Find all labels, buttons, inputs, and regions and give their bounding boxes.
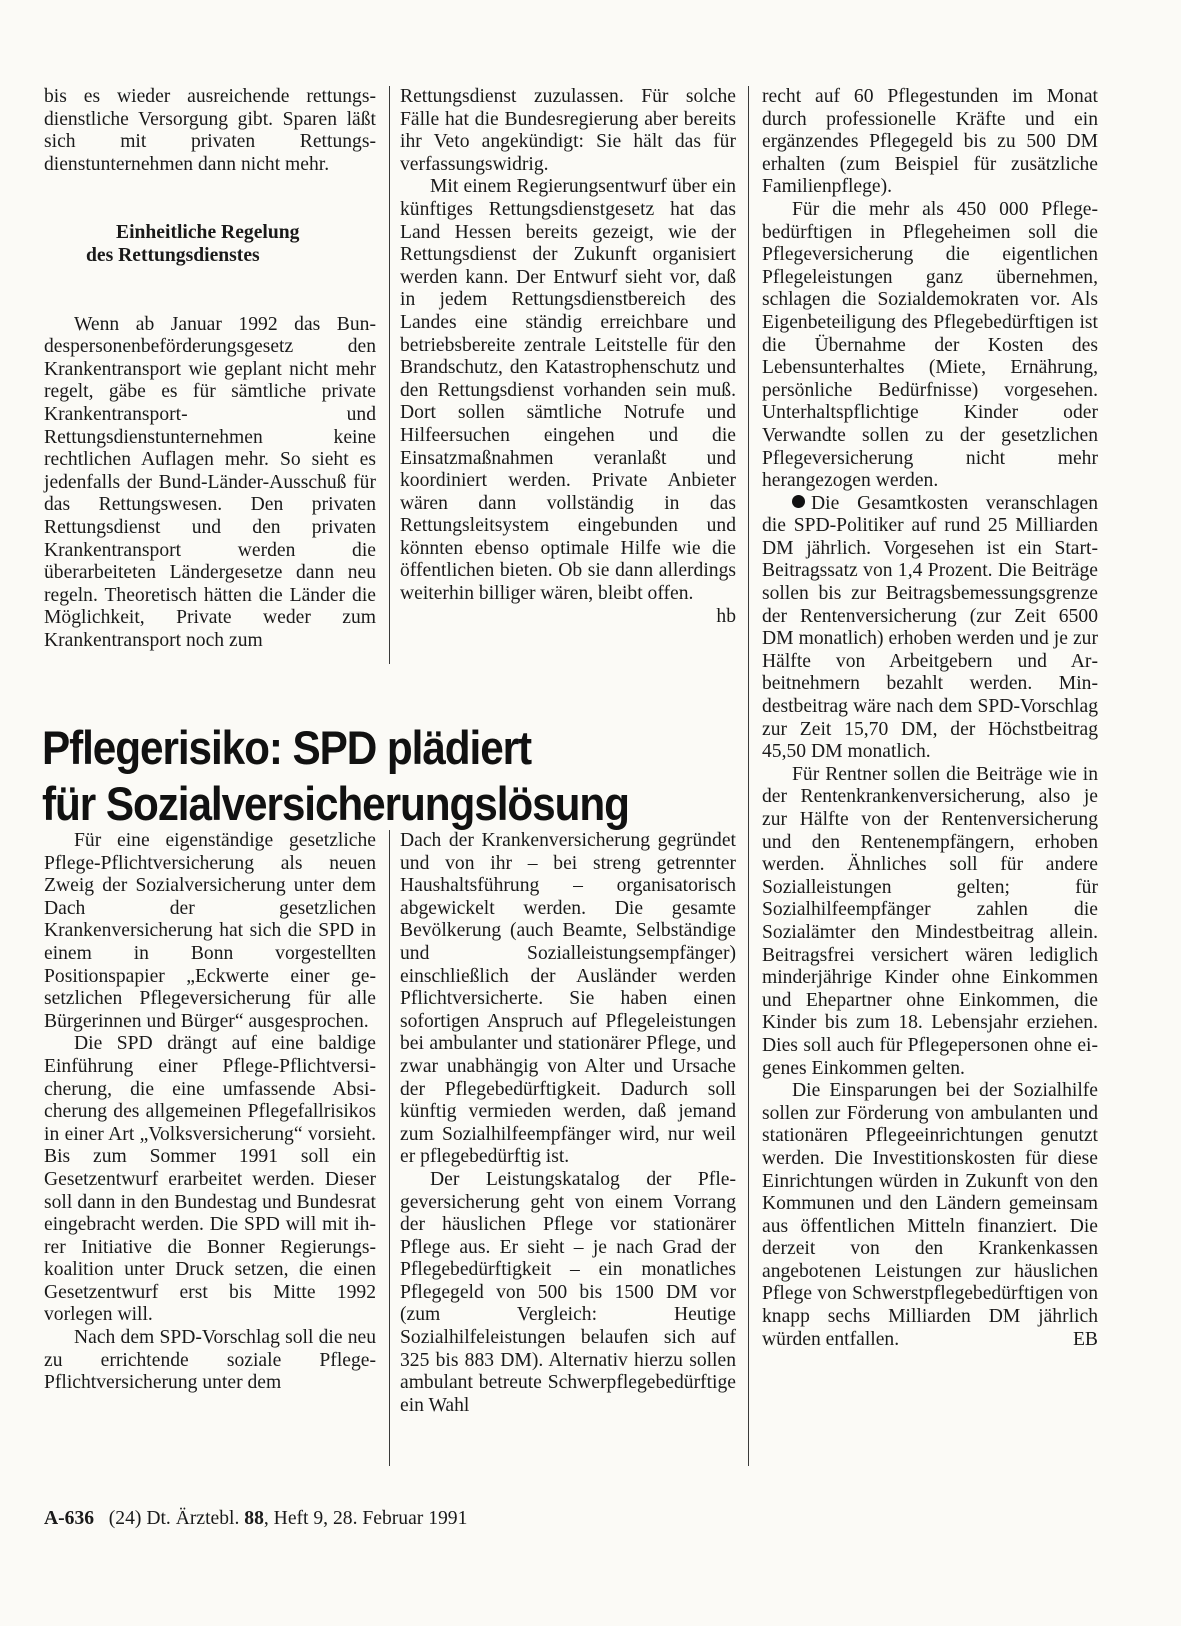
author-signature: hb xyxy=(716,605,736,627)
column-rule xyxy=(748,86,749,1466)
paragraph: Für Rentner sollen die Beiträge wie in der Rentenkrankenversicherung, also je zur Hälfte von der Rentenversicherung und den Rentenempfängern, erhoben werden. Ähnliches soll für andere Sozialleistungen gelten; für Sozialhilfeempfänger zahlen die Sozialämter den Mindestbeitrag allein. Beitragsfrei versichert wären lediglich minderjährige Kinder ohne Einkommen und Ehepartner ohne Einkommen, die Kinder bis zum 18. Lebensjahr erziehen. Dies soll auch für Pflegepersonen ohne eigenes Einkommen gelten. xyxy=(762,763,1098,1079)
paragraph: Rettungsdienst zuzulassen. Für solche Fälle hat die Bundesregierung aber bereits ihr Veto angekündigt: Sie hält das für verfassungswidrig. xyxy=(400,86,736,175)
page-footer xyxy=(44,1508,467,1530)
headline-line-2: für Sozialversicherungslösung xyxy=(42,777,629,830)
right-column xyxy=(762,86,1098,1351)
column-rule xyxy=(389,830,390,1466)
paragraph xyxy=(762,493,1098,764)
subheading xyxy=(44,222,376,267)
upper-column-1 xyxy=(44,86,376,652)
paragraph xyxy=(400,176,736,627)
paragraph: Dach der Krankenversicherung gegründet und von ihr – bei streng getrennter Haushaltsführung – organisatorisch abgewickelt werden. Die gesamte Bevölkerung (auch Beamte, Selbständige und Sozialleistungsempfänger) einschließlich der Ausländer werden Pflichtversicherte. Sie haben einen sofortigen Anspruch auf Pflegeleistungen bei ambulanter und stationärer Pflege, und zwar unabhängig von Alter und Ursache der Pflegebedürftigkeit. Dadurch soll künftig vermieden werden, daß jemand zum Sozialhilfeempfänger wird, nur weil er pflegebedürftig ist. xyxy=(400,830,736,1168)
paragraph: Für die mehr als 450 000 Pflegebedürftigen in Pflegeheimen soll die Pflegeversicherung die eigentlichen Pflegeleistungen ganz übernehmen, schlagen die Sozialdemokraten vor. Als Eigenbeteiligung des Pflegebedürftigen ist die Übernahme der Kosten des Lebensunterhaltes (Miete, Ernährung, persönliche Bedürfnisse) vorgesehen. Unterhaltspflichtige Kinder oder Verwandte sollen zu der gesetzlichen Pflegeversicherung nicht mehr herangezogen werden. xyxy=(762,198,1098,492)
paragraph-text: Mit einem Regierungsentwurf über ein künftiges Rettungsdienstgesetz hat das Land Hessen bereits gezeigt, wie der Rettungsdienst der Zukunft organisiert werden kann. Der Entwurf sieht vor, daß in jedem Rettungsdienstbereich des Landes eine ständig erreichbare und betriebsbereite zentrale Leitstelle für den Brandschutz, den Katastrophenschutz und den Rettungsdienst vorhanden sein muß. Dort sollen sämtliche Notrufe und Hilfeersuchen eingehen und die Einsatzmaßnahmen veranlaßt und koordiniert werden. Private Anbieter wären dann vollständig in das Rettungsleitsystem eingebunden und könnten ebenso optimale Hilfe wie die öffentlichen bieten. Ob sie dann allerdings weiterhin billiger wären, bleibt offen. xyxy=(400,176,736,605)
paragraph-text: Die Gesamtkosten veranschlagen die SPD-Politiker auf rund 25 Milliarden DM jährlich. Vorgesehen ist ein Start-Beitragssatz von 1,4 Prozent. Die Beiträge sollen bis zur Beitragsbemessungsgrenze der Rentenversicherung (zur Zeit 6500 DM monatlich) erhoben werden und je zur Hälfte von Arbeitgebern und Arbeitnehmern bezahlt werden. Mindestbeitrag wäre nach dem SPD-Vorschlag zur Zeit 15,70 DM, der Höchstbeitrag 45,50 DM monatlich. xyxy=(762,492,1098,763)
subheading-line-2: des Rettungsdienstes xyxy=(86,244,260,266)
issue-suffix: , Heft 9, 28. Februar 1991 xyxy=(263,1508,468,1529)
paragraph: Der Leistungskatalog der Pflegeversicherung geht von einem Vorrang der häuslichen Pflege vor stationärer Pflege aus. Er sieht – je nach Grad der Pflegebedürftigkeit – ein monatliches Pflegegeld von 500 bis 1500 DM vor (zum Vergleich: Heutige Sozialhilfeleistungen belaufen sich auf 325 bis 883 DM). Alternativ hierzu sollen ambulant betreute Schwerpflegebedürftige ein Wahl xyxy=(400,1168,736,1416)
issue-prefix: (24) Dt. Ärztebl. xyxy=(108,1508,240,1529)
column-rule xyxy=(389,86,390,664)
headline-line-1: Pflegerisiko: SPD plädiert xyxy=(42,721,532,774)
page-number: A-636 xyxy=(44,1508,95,1529)
bullet-icon xyxy=(792,495,805,508)
upper-column-2 xyxy=(400,86,736,628)
lower-column-2 xyxy=(400,830,736,1417)
article-headline xyxy=(42,720,690,832)
paragraph: Die SPD drängt auf eine baldige Einführung einer Pflege-Pflichtversicherung, die eine umfassende Absicherung des allgemeinen Pflegefallrisikos in einer Art „Volksversicherung“ vorsieht. Bis zum Sommer 1991 soll ein Gesetzentwurf erarbeitet werden. Dieser soll dann in den Bundestag und Bundesrat eingebracht werden. Die SPD will mit ihrer Initiative die Bonner Regierungskoalition unter Druck setzen, die einen Gesetzentwurf erst bis Mitte 1992 vorlegen will. xyxy=(44,1033,376,1326)
lower-column-1 xyxy=(44,830,376,1395)
paragraph: Für eine eigenständige gesetzliche Pflege-Pflichtversicherung als neuen Zweig der Sozialversicherung unter dem Dach der gesetzlichen Krankenversicherung hat sich die SPD in einem in Bonn vorgestellten Positionspapier „Eckwerte einer gesetzlichen Pflegeversicherung für alle Bürgerinnen und Bürger“ ausgesprochen. xyxy=(44,830,376,1032)
paragraph: Wenn ab Januar 1992 das Bundespersonenbeförderungsgesetz den Krankentransport wie geplant nicht mehr regelt, gäbe es für sämtliche private Krankentransport- und Rettungsdienstunternehmen keine rechtlichen Auflagen mehr. So sieht es jedenfalls der Bund-Länder-Ausschuß für das Rettungswesen. Den privaten Rettungsdienst und den privaten Krankentransport werden die überarbeiteten Ländergesetze dann neu regeln. Theoretisch hätten die Länder die Möglichkeit, Private weder zum Krankentransport noch zum xyxy=(44,313,376,651)
paragraph: Nach dem SPD-Vorschlag soll die neu zu errichtende soziale Pflege-Pflichtversicherung unter dem xyxy=(44,1327,376,1394)
author-signature: EB xyxy=(1072,1328,1098,1350)
paragraph xyxy=(762,1080,1098,1351)
subheading-line-1: Einheitliche Regelung xyxy=(116,222,300,244)
volume-number: 88 xyxy=(244,1508,264,1529)
paragraph: recht auf 60 Pflegestunden im Monat durch professionelle Kräfte und ein ergänzendes Pflegegeld bis zu 500 DM erhalten (zum Beispiel für zusätzliche Familienpflege). xyxy=(762,86,1098,198)
paragraph-text: Die Einsparungen bei der Sozialhilfe sollen zur Förderung von ambulanten und stationären Pflegeeinrichtungen genutzt werden. Die Investitionskosten für diese Einrichtungen würden in Zukunft von den Kommunen und den Ländern gemeinsam aus öffentlichen Mitteln finanziert. Die derzeit von den Krankenkassen angebotenen Leistungen zur häuslichen Pflege von Schwerstpflegebedürftigen von knapp sechs Milliarden DM jährlich würden entfallen. xyxy=(762,1080,1098,1350)
paragraph: bis es wieder ausreichende rettungsdienstliche Versorgung gibt. Sparen läßt sich mit privaten Rettungsdienstunternehmen dann nicht mehr. xyxy=(44,86,376,175)
